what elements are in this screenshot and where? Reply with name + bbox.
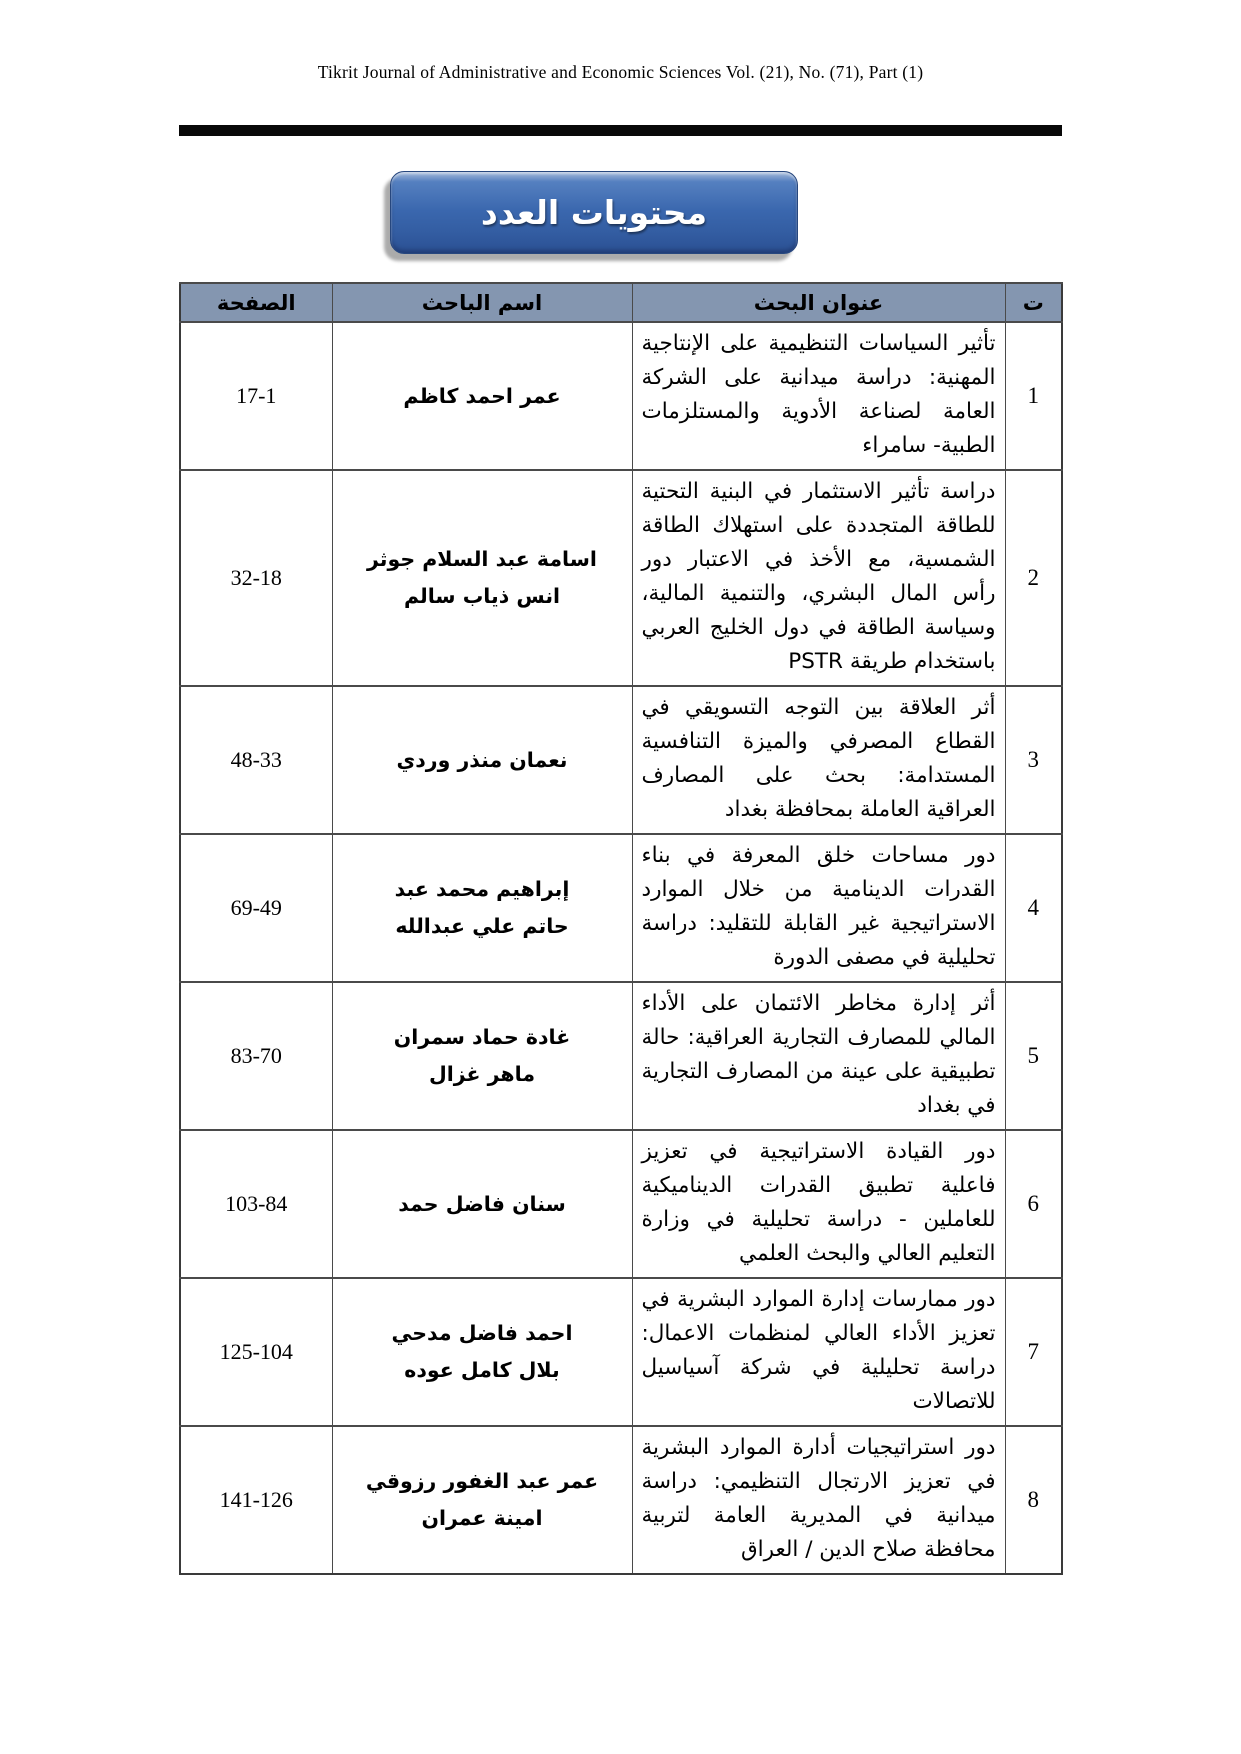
- page-range: 17-1: [180, 322, 332, 470]
- horizontal-divider-rule: [179, 125, 1062, 136]
- author-name-line: احمد فاضل مدحي: [391, 1321, 573, 1345]
- column-header-title: عنوان البحث: [632, 283, 1005, 322]
- row-index-number: 5: [1005, 982, 1062, 1130]
- paper-title: أثر العلاقة بين التوجه التسويقي في القطاع المصرفي والميزة التنافسية المستدامة: بحث على المصارف العراقية العاملة بمحافظة بغداد: [632, 686, 1005, 834]
- page-range: 125-104: [180, 1278, 332, 1426]
- journal-header-line: Tikrit Journal of Administrative and Economic Sciences Vol. (21), No. (71), Part (1): [317, 62, 924, 82]
- row-index-number: 1: [1005, 322, 1062, 470]
- page-range: 83-70: [180, 982, 332, 1130]
- page-range: 103-84: [180, 1130, 332, 1278]
- author-name-line: امينة عمران: [421, 1506, 543, 1530]
- author-name-line: نعمان منذر وردي: [396, 747, 568, 772]
- column-header-index: ت: [1005, 283, 1062, 322]
- toc-row: [180, 834, 1062, 982]
- toc-row: [180, 1278, 1062, 1426]
- row-index-number: 7: [1005, 1278, 1062, 1426]
- author-name-line: حاتم علي عبدالله: [395, 914, 569, 938]
- paper-authors: [332, 470, 632, 686]
- paper-authors: [332, 322, 632, 470]
- author-name-line: اسامة عبد السلام جوثر: [367, 547, 597, 571]
- author-name-line: ماهر غزال: [428, 1062, 536, 1086]
- page-range: 141-126: [180, 1426, 332, 1574]
- row-index-number: 2: [1005, 470, 1062, 686]
- paper-authors: [332, 686, 632, 834]
- paper-title: دراسة تأثير الاستثمار في البنية التحتية للطاقة المتجددة على استهلاك الطاقة الشمسية، مع الأخذ في الاعتبار دور رأس المال البشري، والتنمية المالية، وسياسة الطاقة في دول الخليج العربي باستخدام طريقة PSTR: [632, 470, 1005, 686]
- paper-authors: [332, 982, 632, 1130]
- author-name-line: انس ذياب سالم: [403, 584, 561, 608]
- paper-title: دور القيادة الاستراتيجية في تعزيز فاعلية تطبيق القدرات الديناميكية للعاملين - دراسة تحليلية في وزارة التعليم العالي والبحث العلمي: [632, 1130, 1005, 1278]
- toc-row: [180, 470, 1062, 686]
- toc-row: [180, 1130, 1062, 1278]
- author-name-line: سنان فاضل حمد: [398, 1191, 566, 1216]
- paper-title: دور مساحات خلق المعرفة في بناء القدرات الدينامية من خلال الموارد الاستراتيجية غير القابلة للتقليد: دراسة تحليلية في مصفى الدورة: [632, 834, 1005, 982]
- paper-authors: [332, 1426, 632, 1574]
- toc-row: [180, 686, 1062, 834]
- author-name-line: غادة حماد سمران: [393, 1025, 571, 1049]
- page-range: 32-18: [180, 470, 332, 686]
- paper-authors: [332, 834, 632, 982]
- contents-banner-label: محتويات العدد: [480, 193, 708, 232]
- paper-title: تأثير السياسات التنظيمية على الإنتاجية المهنية: دراسة ميدانية على الشركة العامة لصناعة الأدوية والمستلزمات الطبية- سامراء: [632, 322, 1005, 470]
- column-header-author: اسم الباحث: [332, 283, 632, 322]
- row-index-number: 4: [1005, 834, 1062, 982]
- row-index-number: 8: [1005, 1426, 1062, 1574]
- column-header-pages: الصفحة: [180, 283, 332, 322]
- paper-authors: [332, 1278, 632, 1426]
- paper-title: دور استراتيجيات أدارة الموارد البشرية في تعزيز الارتجال التنظيمي: دراسة ميدانية في المديرية العامة لتربية محافظة صلاح الدين / العراق: [632, 1426, 1005, 1574]
- row-index-number: 3: [1005, 686, 1062, 834]
- author-name-line: عمر احمد كاظم: [403, 383, 561, 408]
- contents-banner: [390, 171, 798, 254]
- author-name-line: بلال كامل عوده: [404, 1358, 560, 1382]
- paper-title: أثر إدارة مخاطر الائتمان على الأداء المالي للمصارف التجارية العراقية: حالة تطبيقية على عينة من المصارف التجارية في بغداد: [632, 982, 1005, 1130]
- contents-table: [179, 282, 1063, 1575]
- table-header-row: [180, 283, 1062, 322]
- author-name-line: إبراهيم محمد عبد: [394, 877, 570, 901]
- toc-row: [180, 322, 1062, 470]
- paper-title: دور ممارسات إدارة الموارد البشرية في تعزيز الأداء العالي لمنظمات الاعمال: دراسة تحليلية في شركة آسياسيل للاتصالات: [632, 1278, 1005, 1426]
- toc-row: [180, 1426, 1062, 1574]
- page-range: 69-49: [180, 834, 332, 982]
- author-name-line: عمر عبد الغفور رزوقي: [365, 1469, 599, 1493]
- page-range: 48-33: [180, 686, 332, 834]
- toc-row: [180, 982, 1062, 1130]
- row-index-number: 6: [1005, 1130, 1062, 1278]
- paper-authors: [332, 1130, 632, 1278]
